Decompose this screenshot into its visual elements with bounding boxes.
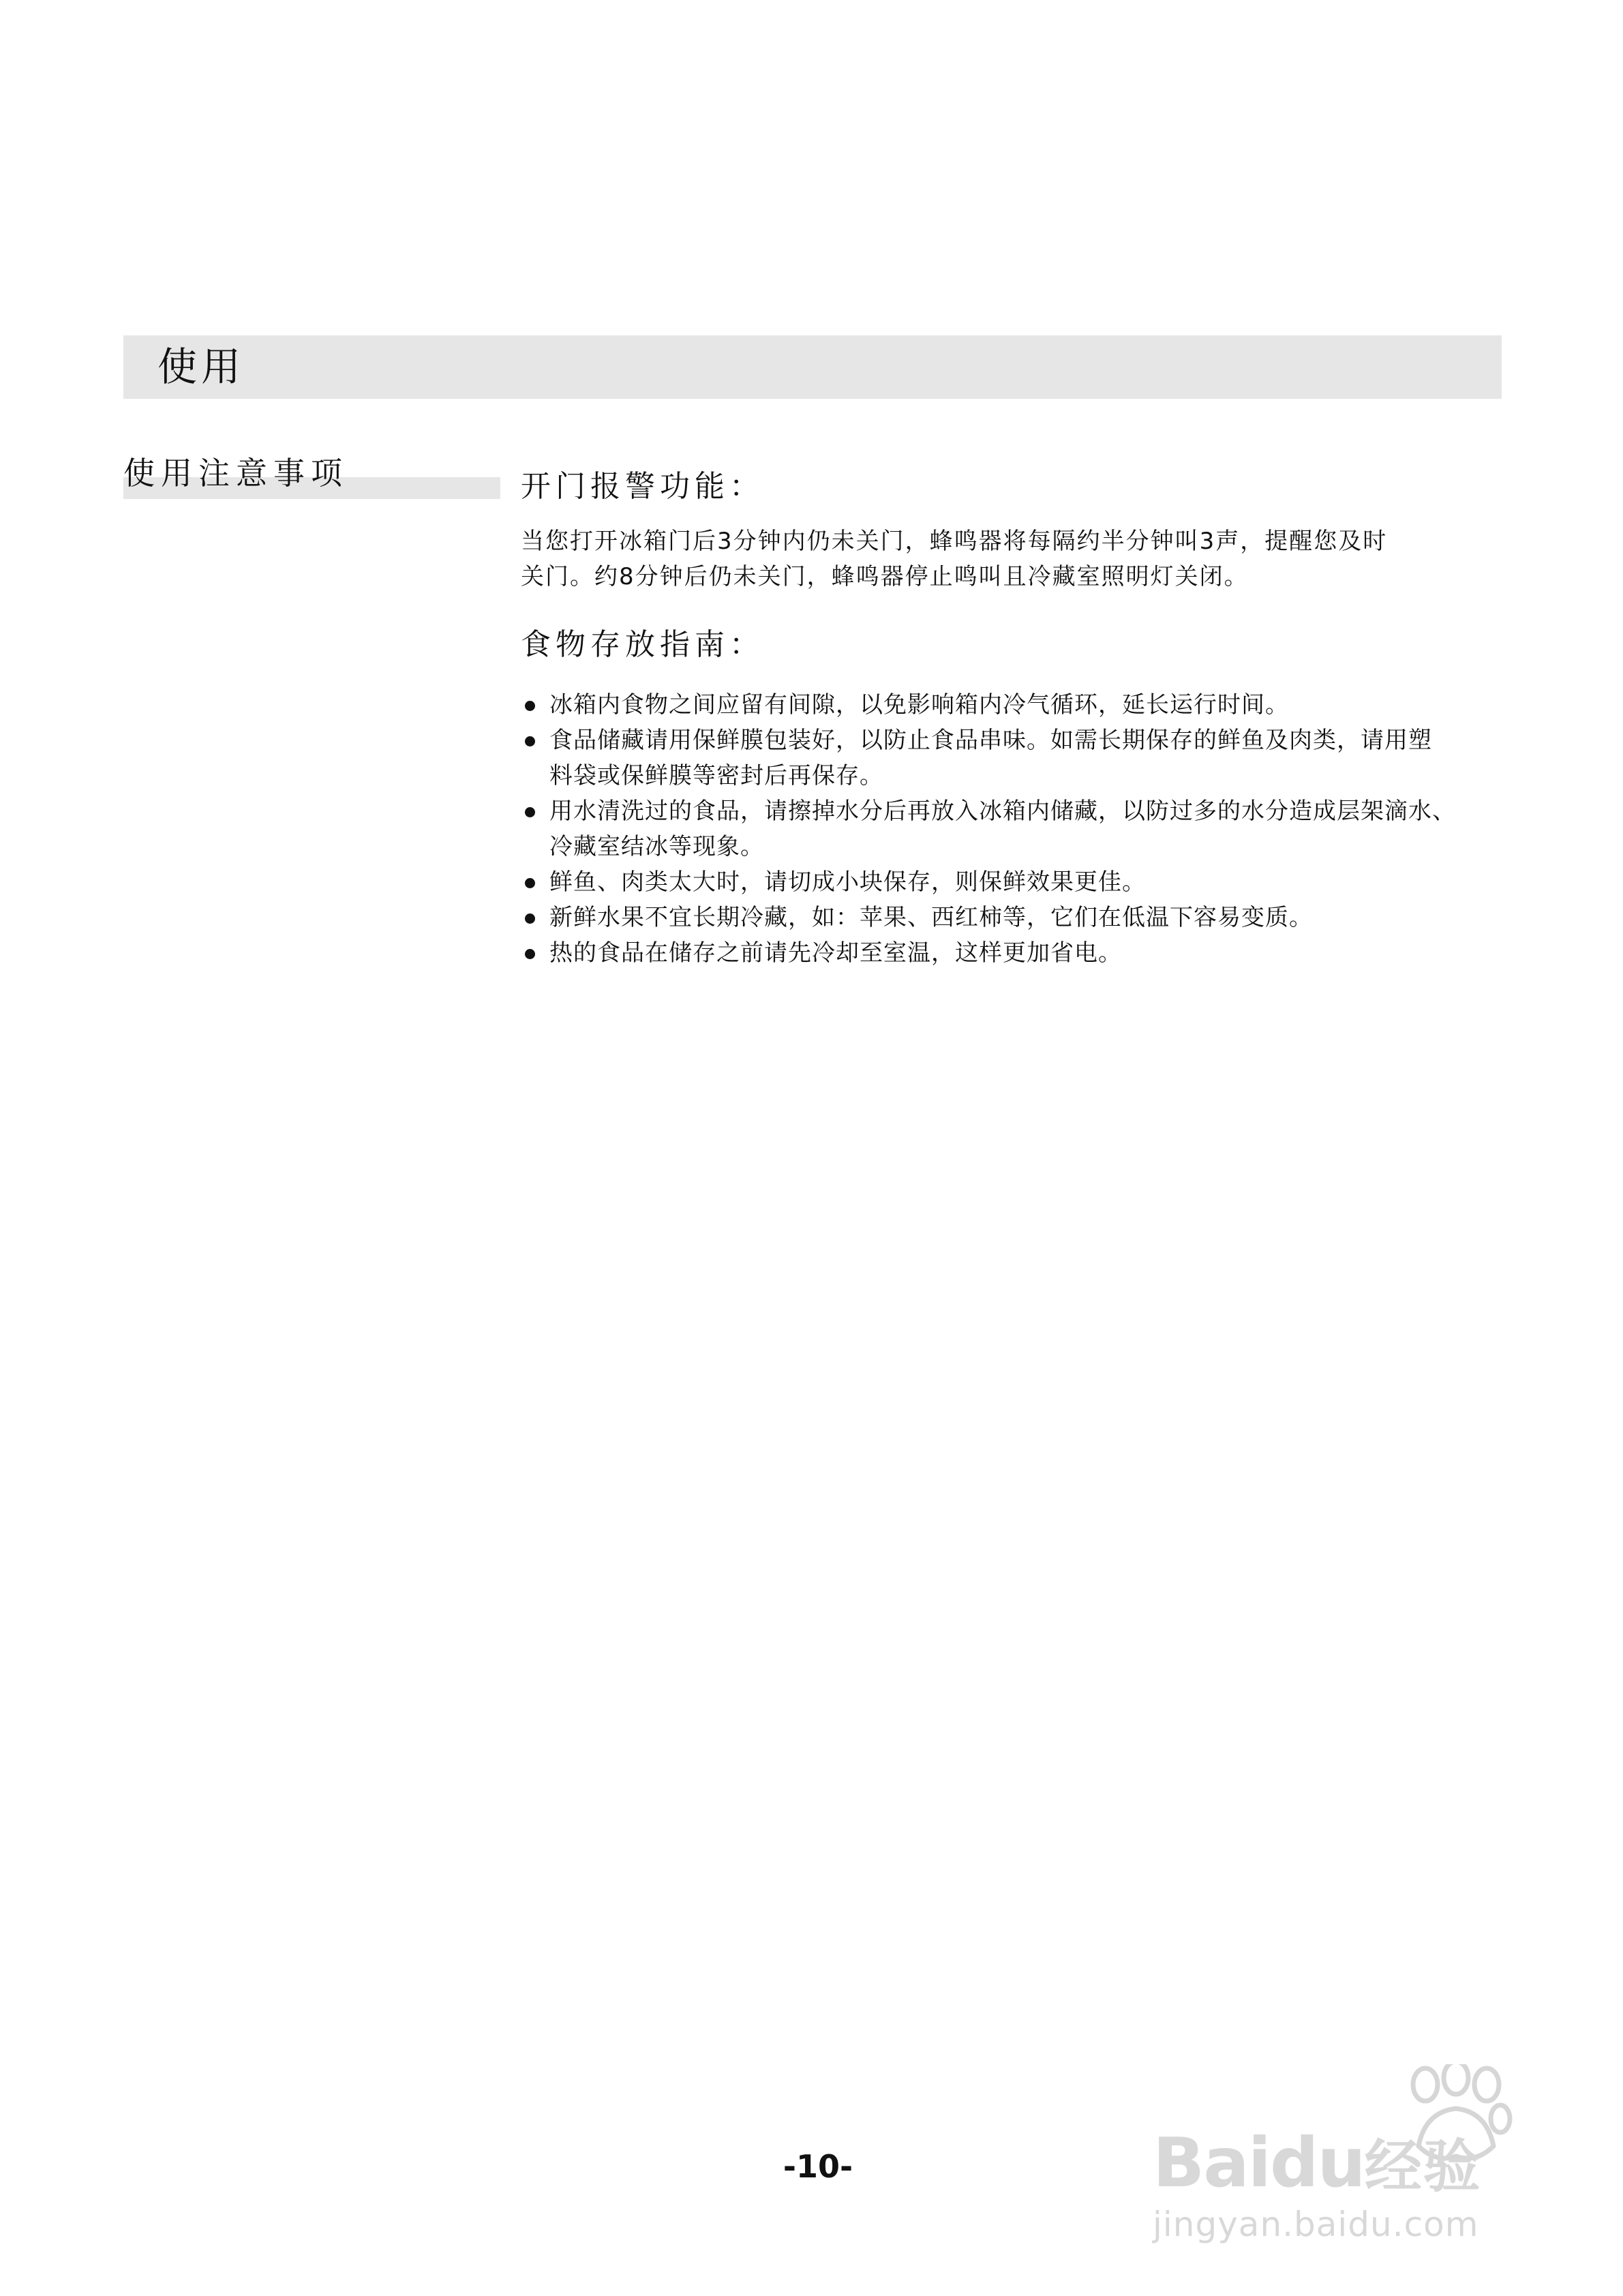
bullet-icon — [525, 949, 535, 959]
list-item-line1: 新鲜水果不宜长期冷藏，如：苹果、西红柿等，它们在低温下容易变质。 — [549, 904, 1313, 931]
food-guide-list — [521, 687, 1530, 971]
section-header-bar — [123, 335, 1502, 399]
watermark-url: jingyan.baidu.com — [1153, 2205, 1479, 2244]
bullet-icon — [525, 736, 535, 746]
list-item — [521, 794, 1530, 864]
list-item — [521, 900, 1530, 935]
list-item — [521, 723, 1530, 794]
watermark-brand-cn: 经验 — [1364, 2133, 1482, 2200]
door-alarm-text-line2: 关门。约8分钟后仍未关门，蜂鸣器停止鸣叫且冷藏室照明灯关闭。 — [521, 563, 1249, 590]
food-guide-heading: 食物存放指南： — [521, 627, 764, 662]
list-item — [521, 687, 1530, 723]
door-alarm-section — [521, 468, 1530, 594]
list-item-line2: 料袋或保鲜膜等密封后再保存。 — [549, 762, 883, 789]
section-title: 使用 — [157, 344, 245, 390]
bullet-icon — [525, 701, 535, 711]
page-number: -10- — [783, 2148, 853, 2185]
list-item-line1: 热的食品在储存之前请先冷却至室温，这样更加省电。 — [549, 939, 1122, 967]
door-alarm-text-line1: 当您打开冰箱门后3分钟内仍未关门，蜂鸣器将每隔约半分钟叫3声，提醒您及时 — [521, 528, 1388, 555]
sidebar-label: 使用注意事项 — [123, 455, 348, 492]
food-guide-section — [521, 626, 1530, 971]
list-item — [521, 935, 1530, 971]
bullet-icon — [525, 878, 535, 888]
bullet-icon — [525, 913, 535, 924]
door-alarm-heading: 开门报警功能： — [521, 469, 764, 504]
list-item-line1: 用水清洗过的食品，请擦掉水分后再放入冰箱内储藏，以防过多的水分造成层架滴水、 — [549, 798, 1456, 825]
watermark-brand: Baidu经验 — [1153, 2123, 1482, 2203]
list-item — [521, 864, 1530, 900]
bullet-icon — [525, 807, 535, 817]
list-item-line2: 冷藏室结冰等现象。 — [549, 833, 764, 860]
list-item-line1: 冰箱内食物之间应留有间隙，以免影响箱内冷气循环，延长运行时间。 — [549, 691, 1289, 719]
baidu-watermark — [1153, 2064, 1548, 2248]
list-item-line1: 鲜鱼、肉类太大时，请切成小块保存，则保鲜效果更佳。 — [549, 868, 1146, 896]
list-item-line1: 食品储藏请用保鲜膜包装好，以防止食品串味。如需长期保存的鲜鱼及肉类，请用塑 — [549, 727, 1432, 754]
